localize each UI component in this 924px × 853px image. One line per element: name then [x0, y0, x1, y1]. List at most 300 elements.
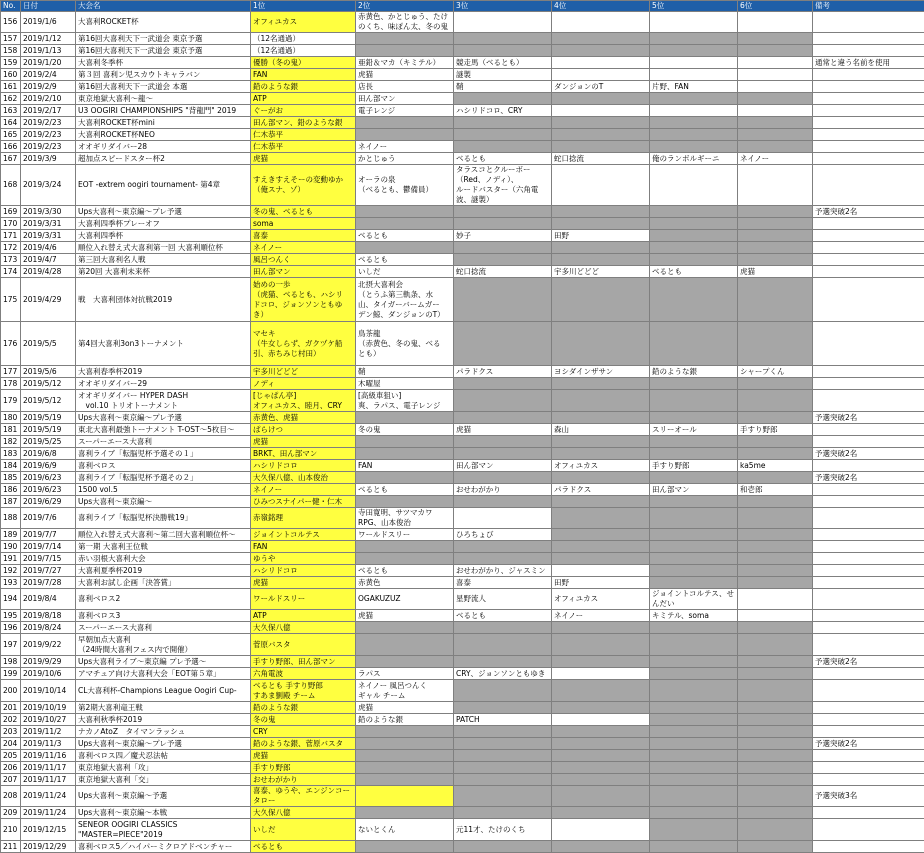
cell-rank-2[interactable]: かとじゅう [356, 153, 454, 165]
cell-notes[interactable] [813, 105, 924, 117]
cell-no[interactable]: 182 [1, 436, 21, 448]
cell-rank-4[interactable]: ヨシダインザサン [552, 366, 650, 378]
cell-rank-3[interactable]: 虎猫 [454, 424, 552, 436]
cell-rank-4[interactable] [552, 254, 650, 266]
cell-rank-5[interactable] [650, 129, 738, 141]
cell-notes[interactable] [813, 610, 924, 622]
cell-date[interactable]: 2019/8/4 [21, 589, 76, 610]
cell-event-name[interactable]: 東北大喜利最強トーナメント T-OST〜5枚目〜 [76, 424, 251, 436]
cell-notes[interactable] [813, 565, 924, 577]
cell-event-name[interactable]: 第３回 喜利ン児スカウトキャラバン [76, 69, 251, 81]
header-event-name[interactable]: 大会名 [76, 1, 251, 12]
cell-rank-5[interactable] [650, 230, 738, 242]
cell-rank-1[interactable]: 菅原バスタ [251, 634, 356, 656]
cell-rank-6[interactable] [738, 622, 813, 634]
cell-rank-5[interactable]: 手すり野郎 [650, 460, 738, 472]
cell-notes[interactable] [813, 702, 924, 714]
cell-rank-2[interactable]: 亜鉛＆マカ（キミテル） [356, 57, 454, 69]
cell-rank-6[interactable] [738, 565, 813, 577]
cell-rank-4[interactable] [552, 841, 650, 853]
cell-no[interactable]: 189 [1, 529, 21, 541]
cell-rank-3[interactable] [454, 129, 552, 141]
cell-rank-5[interactable] [650, 634, 738, 656]
cell-rank-5[interactable] [650, 577, 738, 589]
cell-rank-1[interactable]: 始めの一歩 （虎猫、べるとも、ハシリ ドコロ、ジョンソンともゆき） [251, 278, 356, 322]
cell-rank-6[interactable] [738, 12, 813, 33]
cell-rank-2[interactable]: [高級車狙い] 爽、ラパス、電子レンジ [356, 390, 454, 412]
cell-notes[interactable] [813, 774, 924, 786]
cell-date[interactable]: 2019/6/29 [21, 496, 76, 508]
cell-rank-5[interactable] [650, 553, 738, 565]
cell-event-name[interactable]: 喜利ライブ「転脳児杯決勝戦19」 [76, 508, 251, 529]
cell-rank-3[interactable] [454, 508, 552, 529]
cell-rank-2[interactable] [356, 762, 454, 774]
cell-event-name[interactable]: CL大喜利杯-Champions League Oogiri Cup- [76, 680, 251, 702]
cell-rank-1[interactable]: 冬の鬼、べるとも [251, 206, 356, 218]
cell-rank-4[interactable]: オフィユカス [552, 460, 650, 472]
cell-date[interactable]: 2019/6/23 [21, 472, 76, 484]
cell-rank-2[interactable] [356, 206, 454, 218]
cell-notes[interactable] [813, 762, 924, 774]
cell-rank-3[interactable] [454, 206, 552, 218]
cell-no[interactable]: 159 [1, 57, 21, 69]
cell-rank-1[interactable]: すえきすえそーの変動ゆか （俺スナ、ゾ） [251, 165, 356, 206]
cell-rank-5[interactable] [650, 45, 738, 57]
cell-rank-6[interactable] [738, 841, 813, 853]
cell-rank-3[interactable] [454, 553, 552, 565]
cell-rank-5[interactable] [650, 117, 738, 129]
cell-rank-6[interactable] [738, 141, 813, 153]
cell-rank-6[interactable] [738, 378, 813, 390]
cell-notes[interactable] [813, 553, 924, 565]
cell-rank-5[interactable] [650, 105, 738, 117]
cell-event-name[interactable]: 東京地獄大喜利〜龍〜 [76, 93, 251, 105]
cell-rank-3[interactable] [454, 436, 552, 448]
cell-rank-6[interactable]: 和壱郎 [738, 484, 813, 496]
cell-rank-3[interactable] [454, 496, 552, 508]
cell-event-name[interactable]: ナカノAtoZ タイマンラッシュ [76, 726, 251, 738]
cell-no[interactable]: 166 [1, 141, 21, 153]
cell-date[interactable]: 2019/9/22 [21, 634, 76, 656]
cell-rank-1[interactable]: いしだ [251, 819, 356, 841]
cell-rank-1[interactable]: FAN [251, 541, 356, 553]
cell-rank-4[interactable] [552, 750, 650, 762]
cell-event-name[interactable]: U3 OOGIRI CHAMPIONSHIPS "背龍門" 2019 [76, 105, 251, 117]
cell-rank-1[interactable]: ワールドスリー [251, 589, 356, 610]
cell-no[interactable]: 176 [1, 322, 21, 366]
cell-notes[interactable]: 予選突破2名 [813, 656, 924, 668]
cell-no[interactable]: 211 [1, 841, 21, 853]
cell-rank-6[interactable] [738, 33, 813, 45]
cell-event-name[interactable]: Ups大喜利ライブ〜東京編 プレ予選〜 [76, 656, 251, 668]
cell-rank-1[interactable]: CRY [251, 726, 356, 738]
cell-rank-5[interactable] [650, 93, 738, 105]
cell-no[interactable]: 207 [1, 774, 21, 786]
cell-no[interactable]: 198 [1, 656, 21, 668]
cell-notes[interactable] [813, 750, 924, 762]
cell-rank-1[interactable]: ノディ [251, 378, 356, 390]
cell-rank-6[interactable] [738, 105, 813, 117]
cell-event-name[interactable]: 大喜利四季杯プレーオフ [76, 218, 251, 230]
cell-rank-6[interactable] [738, 436, 813, 448]
cell-rank-1[interactable]: マセキ （牛女しらず、ガクヅケ船 引、赤ちみじ村田） [251, 322, 356, 366]
cell-rank-5[interactable] [650, 714, 738, 726]
cell-notes[interactable]: 予選突破2名 [813, 448, 924, 460]
cell-rank-6[interactable] [738, 93, 813, 105]
cell-rank-4[interactable] [552, 472, 650, 484]
cell-event-name[interactable]: 喜利ベロス四／魔犬忍法帖 [76, 750, 251, 762]
cell-rank-5[interactable] [650, 412, 738, 424]
cell-event-name[interactable]: オオギリダイバー29 [76, 378, 251, 390]
cell-rank-2[interactable] [356, 242, 454, 254]
cell-event-name[interactable]: Ups大喜利〜東京編〜本戦 [76, 807, 251, 819]
cell-no[interactable]: 203 [1, 726, 21, 738]
cell-notes[interactable] [813, 424, 924, 436]
cell-rank-4[interactable] [552, 541, 650, 553]
cell-rank-3[interactable] [454, 702, 552, 714]
cell-no[interactable]: 205 [1, 750, 21, 762]
header-rank-2[interactable]: 2位 [356, 1, 454, 12]
cell-rank-3[interactable] [454, 762, 552, 774]
cell-date[interactable]: 2019/11/17 [21, 774, 76, 786]
cell-rank-3[interactable] [454, 378, 552, 390]
cell-rank-2[interactable] [356, 774, 454, 786]
cell-rank-2[interactable]: べるとも [356, 254, 454, 266]
cell-rank-5[interactable]: キミテル、soma [650, 610, 738, 622]
cell-notes[interactable] [813, 390, 924, 412]
header-rank-3[interactable]: 3位 [454, 1, 552, 12]
cell-rank-3[interactable]: おせわがかり [454, 484, 552, 496]
cell-rank-2[interactable] [356, 129, 454, 141]
cell-notes[interactable] [813, 93, 924, 105]
cell-rank-1[interactable]: 虎猫 [251, 153, 356, 165]
cell-rank-4[interactable] [552, 412, 650, 424]
cell-notes[interactable] [813, 508, 924, 529]
cell-date[interactable]: 2019/2/17 [21, 105, 76, 117]
cell-date[interactable]: 2019/1/13 [21, 45, 76, 57]
cell-notes[interactable] [813, 141, 924, 153]
cell-rank-3[interactable] [454, 93, 552, 105]
cell-notes[interactable] [813, 680, 924, 702]
cell-rank-4[interactable]: 宇多川どどど [552, 266, 650, 278]
cell-rank-2[interactable]: 田ん部マン [356, 93, 454, 105]
cell-event-name[interactable]: 赤い羽根大喜利大会 [76, 553, 251, 565]
cell-rank-6[interactable] [738, 774, 813, 786]
cell-rank-2[interactable] [356, 841, 454, 853]
cell-rank-6[interactable] [738, 129, 813, 141]
cell-date[interactable]: 2019/8/24 [21, 622, 76, 634]
cell-rank-5[interactable] [650, 656, 738, 668]
cell-rank-2[interactable] [356, 738, 454, 750]
cell-rank-3[interactable] [454, 726, 552, 738]
cell-event-name[interactable]: スーパーエース大喜利 [76, 622, 251, 634]
cell-no[interactable]: 177 [1, 366, 21, 378]
header-no[interactable]: No. [1, 1, 21, 12]
cell-rank-1[interactable]: ハシリドコロ [251, 565, 356, 577]
cell-date[interactable]: 2019/10/19 [21, 702, 76, 714]
cell-no[interactable]: 206 [1, 762, 21, 774]
cell-event-name[interactable]: 1500 vol.5 [76, 484, 251, 496]
cell-rank-5[interactable]: 田ん部マン [650, 484, 738, 496]
cell-rank-1[interactable]: soma [251, 218, 356, 230]
cell-notes[interactable] [813, 714, 924, 726]
cell-rank-5[interactable] [650, 206, 738, 218]
cell-date[interactable]: 2019/5/19 [21, 412, 76, 424]
cell-event-name[interactable]: アマチュア向け大喜利大会「EOT第５章」 [76, 668, 251, 680]
cell-rank-1[interactable]: ハシリドコロ [251, 460, 356, 472]
cell-rank-1[interactable]: べるとも 手すり野郎 すあま劉殿 チーム [251, 680, 356, 702]
cell-rank-5[interactable]: スリーオール [650, 424, 738, 436]
cell-notes[interactable] [813, 366, 924, 378]
cell-notes[interactable] [813, 436, 924, 448]
cell-date[interactable]: 2019/1/12 [21, 33, 76, 45]
cell-no[interactable]: 167 [1, 153, 21, 165]
cell-rank-6[interactable]: ka5me [738, 460, 813, 472]
cell-no[interactable]: 208 [1, 786, 21, 807]
cell-date[interactable]: 2019/9/29 [21, 656, 76, 668]
cell-rank-1[interactable]: 宇多川どどど [251, 366, 356, 378]
cell-notes[interactable] [813, 496, 924, 508]
cell-event-name[interactable]: 第2期大喜利竜王戦 [76, 702, 251, 714]
cell-rank-1[interactable]: べるとも [251, 841, 356, 853]
cell-no[interactable]: 204 [1, 738, 21, 750]
cell-rank-5[interactable] [650, 390, 738, 412]
cell-notes[interactable] [813, 819, 924, 841]
cell-rank-3[interactable] [454, 786, 552, 807]
cell-rank-3[interactable] [454, 45, 552, 57]
cell-rank-2[interactable]: 虎猫 [356, 610, 454, 622]
cell-event-name[interactable]: 第16回大喜利天下一武道会 東京予選 [76, 45, 251, 57]
cell-rank-3[interactable] [454, 390, 552, 412]
cell-rank-5[interactable] [650, 448, 738, 460]
cell-rank-4[interactable] [552, 57, 650, 69]
cell-rank-1[interactable]: 優勝（冬の鬼） [251, 57, 356, 69]
cell-notes[interactable] [813, 117, 924, 129]
cell-notes[interactable] [813, 577, 924, 589]
cell-notes[interactable] [813, 726, 924, 738]
cell-rank-6[interactable] [738, 508, 813, 529]
cell-rank-2[interactable]: 赤黄色、かとじゅう、たけのくち、味ぽん太、冬の鬼 [356, 12, 454, 33]
cell-rank-1[interactable]: 風呂つんく [251, 254, 356, 266]
cell-rank-4[interactable]: ネイノー [552, 610, 650, 622]
cell-rank-4[interactable] [552, 278, 650, 322]
cell-rank-2[interactable] [356, 33, 454, 45]
cell-rank-5[interactable] [650, 819, 738, 841]
cell-notes[interactable] [813, 484, 924, 496]
cell-rank-3[interactable]: べるとも [454, 153, 552, 165]
cell-rank-5[interactable] [650, 680, 738, 702]
cell-rank-6[interactable] [738, 680, 813, 702]
cell-rank-3[interactable] [454, 218, 552, 230]
cell-rank-6[interactable] [738, 529, 813, 541]
cell-rank-1[interactable]: 大久保八億 [251, 807, 356, 819]
cell-rank-6[interactable] [738, 322, 813, 366]
cell-rank-3[interactable] [454, 774, 552, 786]
cell-rank-4[interactable] [552, 807, 650, 819]
cell-rank-4[interactable] [552, 33, 650, 45]
cell-no[interactable]: 201 [1, 702, 21, 714]
cell-rank-6[interactable] [738, 589, 813, 610]
cell-event-name[interactable]: Ups大喜利〜東京編〜プレ予選 [76, 412, 251, 424]
cell-rank-4[interactable]: ダンジョンのT [552, 81, 650, 93]
cell-rank-4[interactable]: 田野 [552, 230, 650, 242]
cell-no[interactable]: 181 [1, 424, 21, 436]
cell-rank-2[interactable]: OGAKUZUZ [356, 589, 454, 610]
cell-event-name[interactable]: 大喜利ROCKET杯mini [76, 117, 251, 129]
cell-rank-2[interactable]: 木曜屋 [356, 378, 454, 390]
cell-no[interactable]: 190 [1, 541, 21, 553]
cell-rank-4[interactable] [552, 565, 650, 577]
cell-rank-5[interactable] [650, 750, 738, 762]
cell-rank-5[interactable] [650, 508, 738, 529]
cell-rank-6[interactable] [738, 738, 813, 750]
cell-rank-2[interactable]: いしだ [356, 266, 454, 278]
cell-rank-6[interactable] [738, 819, 813, 841]
cell-date[interactable]: 2019/5/25 [21, 436, 76, 448]
cell-notes[interactable] [813, 541, 924, 553]
cell-rank-2[interactable]: ないとくん [356, 819, 454, 841]
cell-rank-4[interactable] [552, 529, 650, 541]
cell-rank-4[interactable] [552, 12, 650, 33]
cell-rank-1[interactable]: FAN [251, 69, 356, 81]
cell-rank-4[interactable]: 森山 [552, 424, 650, 436]
cell-rank-2[interactable]: 冬の鬼 [356, 424, 454, 436]
cell-rank-3[interactable]: 蛇口捻流 [454, 266, 552, 278]
cell-date[interactable]: 2019/2/10 [21, 93, 76, 105]
cell-no[interactable]: 172 [1, 242, 21, 254]
cell-rank-4[interactable] [552, 656, 650, 668]
cell-rank-2[interactable] [356, 412, 454, 424]
cell-rank-4[interactable] [552, 129, 650, 141]
cell-notes[interactable]: 予選突破2名 [813, 412, 924, 424]
cell-notes[interactable]: 予選突破3名 [813, 786, 924, 807]
cell-rank-4[interactable] [552, 141, 650, 153]
cell-rank-1[interactable]: 手すり野郎 [251, 762, 356, 774]
cell-rank-1[interactable]: おせわがかり [251, 774, 356, 786]
cell-no[interactable]: 178 [1, 378, 21, 390]
cell-notes[interactable] [813, 529, 924, 541]
cell-rank-4[interactable] [552, 762, 650, 774]
cell-rank-3[interactable] [454, 12, 552, 33]
cell-rank-2[interactable] [356, 553, 454, 565]
cell-date[interactable]: 2019/5/5 [21, 322, 76, 366]
cell-rank-6[interactable] [738, 45, 813, 57]
cell-rank-5[interactable] [650, 541, 738, 553]
cell-rank-1[interactable]: ATP [251, 93, 356, 105]
cell-event-name[interactable]: Ups大喜利〜東京編〜 [76, 496, 251, 508]
cell-rank-4[interactable] [552, 774, 650, 786]
cell-notes[interactable] [813, 45, 924, 57]
cell-no[interactable]: 180 [1, 412, 21, 424]
cell-rank-6[interactable] [738, 69, 813, 81]
cell-rank-6[interactable] [738, 242, 813, 254]
cell-rank-2[interactable] [356, 726, 454, 738]
cell-rank-4[interactable] [552, 786, 650, 807]
cell-date[interactable]: 2019/11/24 [21, 786, 76, 807]
cell-notes[interactable] [813, 12, 924, 33]
cell-rank-2[interactable] [356, 750, 454, 762]
cell-rank-2[interactable] [356, 218, 454, 230]
cell-rank-4[interactable] [552, 702, 650, 714]
cell-rank-1[interactable]: 田ん部マン、鉛のような銀 [251, 117, 356, 129]
cell-event-name[interactable]: 第一期 大喜利王位戦 [76, 541, 251, 553]
cell-notes[interactable] [813, 33, 924, 45]
cell-rank-1[interactable]: 虎猫 [251, 436, 356, 448]
cell-rank-4[interactable] [552, 105, 650, 117]
cell-event-name[interactable]: スーパーエース大喜利 [76, 436, 251, 448]
cell-date[interactable]: 2019/5/12 [21, 390, 76, 412]
cell-rank-3[interactable] [454, 278, 552, 322]
cell-rank-1[interactable]: 六角電波 [251, 668, 356, 680]
cell-notes[interactable] [813, 81, 924, 93]
cell-rank-5[interactable] [650, 702, 738, 714]
cell-rank-4[interactable] [552, 726, 650, 738]
cell-rank-4[interactable] [552, 390, 650, 412]
cell-rank-4[interactable] [552, 738, 650, 750]
cell-no[interactable]: 160 [1, 69, 21, 81]
cell-rank-2[interactable]: ラパス [356, 668, 454, 680]
cell-date[interactable]: 2019/11/16 [21, 750, 76, 762]
cell-no[interactable]: 186 [1, 484, 21, 496]
cell-date[interactable]: 2019/3/9 [21, 153, 76, 165]
cell-rank-4[interactable]: 田野 [552, 577, 650, 589]
cell-rank-6[interactable] [738, 117, 813, 129]
cell-event-name[interactable]: 東京地獄大喜利「交」 [76, 774, 251, 786]
cell-rank-4[interactable] [552, 553, 650, 565]
cell-rank-5[interactable] [650, 726, 738, 738]
cell-no[interactable]: 168 [1, 165, 21, 206]
cell-notes[interactable]: 通常と違う名前を使用 [813, 57, 924, 69]
cell-no[interactable]: 179 [1, 390, 21, 412]
cell-event-name[interactable]: 大喜利お試し企画「決答賞」 [76, 577, 251, 589]
header-rank-5[interactable]: 5位 [650, 1, 738, 12]
cell-rank-4[interactable] [552, 714, 650, 726]
cell-notes[interactable] [813, 266, 924, 278]
cell-date[interactable]: 2019/4/6 [21, 242, 76, 254]
cell-no[interactable]: 196 [1, 622, 21, 634]
cell-rank-5[interactable] [650, 33, 738, 45]
cell-notes[interactable] [813, 165, 924, 206]
cell-event-name[interactable]: 喜利ベロス3 [76, 610, 251, 622]
cell-event-name[interactable]: オオギリダイバー HYPER DASH vol.10 トリオトーナメント [76, 390, 251, 412]
cell-notes[interactable] [813, 153, 924, 165]
cell-date[interactable]: 2019/11/24 [21, 807, 76, 819]
cell-rank-6[interactable] [738, 726, 813, 738]
cell-event-name[interactable]: 戦 大喜利団体対抗戦2019 [76, 278, 251, 322]
cell-rank-3[interactable] [454, 680, 552, 702]
cell-rank-4[interactable]: オフィユカス [552, 589, 650, 610]
header-rank-1[interactable]: 1位 [251, 1, 356, 12]
cell-rank-6[interactable] [738, 668, 813, 680]
cell-no[interactable]: 164 [1, 117, 21, 129]
cell-rank-1[interactable]: 鉛のような銀 [251, 702, 356, 714]
cell-rank-6[interactable] [738, 553, 813, 565]
cell-rank-2[interactable] [356, 656, 454, 668]
cell-notes[interactable]: 予選突破2名 [813, 206, 924, 218]
cell-no[interactable]: 157 [1, 33, 21, 45]
cell-date[interactable]: 2019/5/19 [21, 424, 76, 436]
cell-no[interactable]: 199 [1, 668, 21, 680]
cell-date[interactable]: 2019/10/14 [21, 680, 76, 702]
cell-date[interactable]: 2019/1/6 [21, 12, 76, 33]
cell-no[interactable]: 193 [1, 577, 21, 589]
cell-rank-1[interactable]: 虎猫 [251, 577, 356, 589]
cell-rank-2[interactable]: べるとも [356, 484, 454, 496]
cell-notes[interactable] [813, 460, 924, 472]
cell-rank-3[interactable] [454, 472, 552, 484]
cell-no[interactable]: 174 [1, 266, 21, 278]
cell-rank-5[interactable] [650, 565, 738, 577]
